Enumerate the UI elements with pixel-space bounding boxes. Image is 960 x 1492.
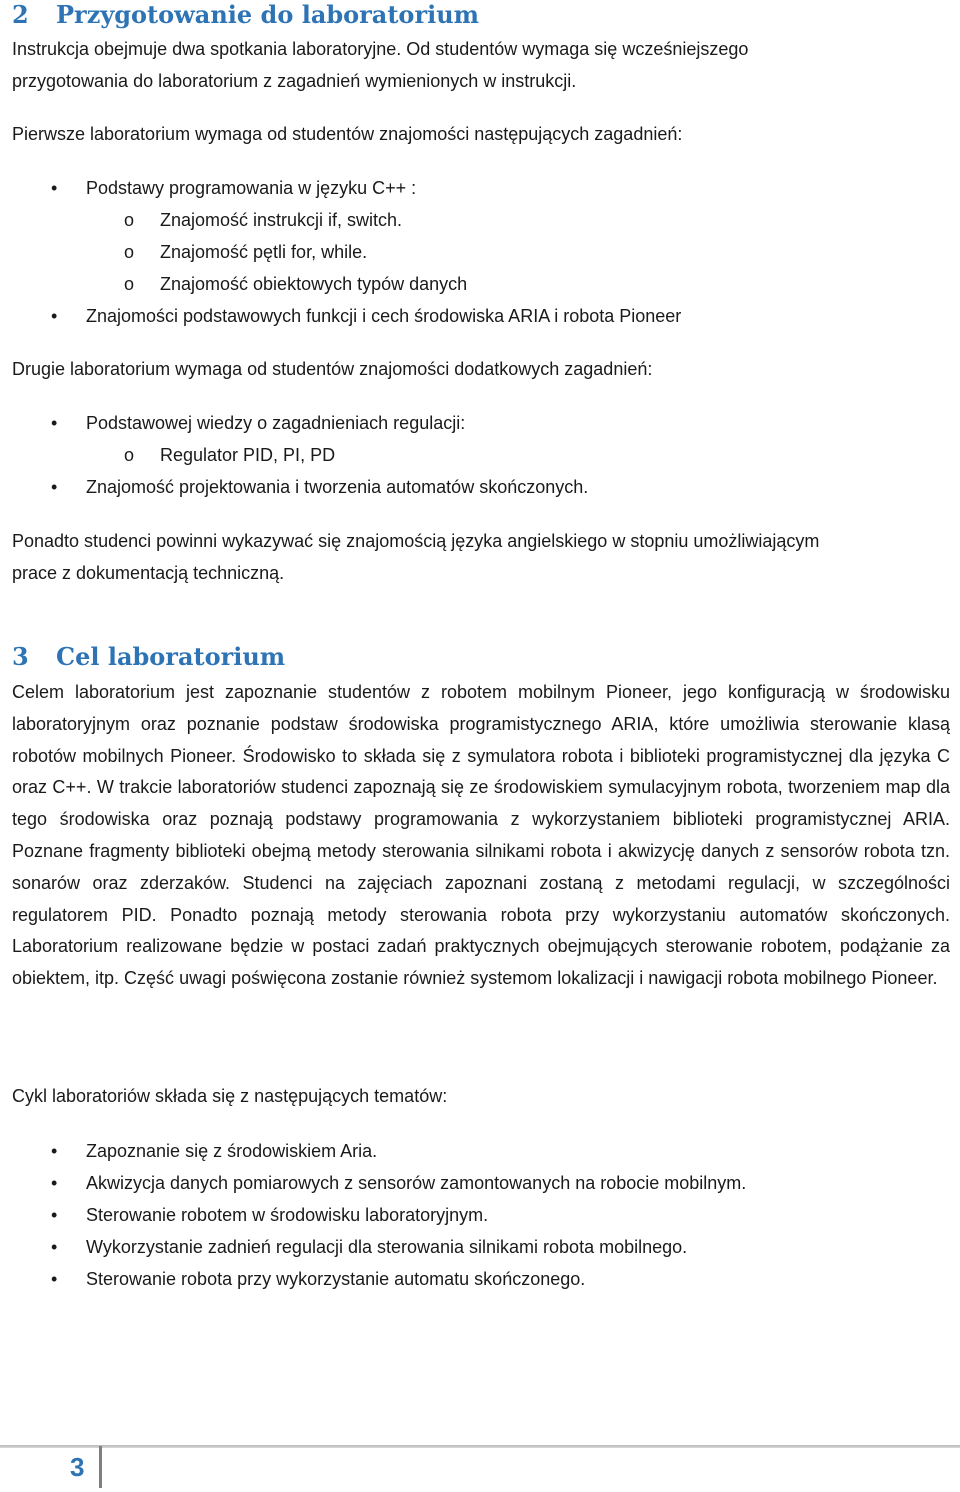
section-title: Przygotowanie do laboratorium: [56, 0, 480, 29]
lab1-list: [12, 172, 950, 332]
footer-page-bar: [99, 1446, 102, 1488]
section-number: 3: [12, 642, 29, 671]
section-3-heading: [12, 642, 285, 672]
list-item: • Znajomość projektowania i tworzenia automatów skończonych.: [12, 471, 950, 503]
topics-intro: Cykl laboratoriów składa się z następujących tematów:: [12, 1086, 448, 1106]
section-number: 2: [12, 0, 29, 29]
sub-list-item: o Znajomość pętli for, while.: [12, 236, 950, 268]
sub-list-item: o Znajomość instrukcji if, switch.: [12, 204, 950, 236]
list-item: • Podstawy programowania w języku C++ :: [12, 172, 950, 204]
topic-item: • Sterowanie robota przy wykorzystanie automatu skończonego.: [12, 1263, 950, 1295]
english-requirement: prace z dokumentacją techniczną.: [12, 563, 285, 583]
topic-item: • Wykorzystanie zadnień regulacji dla sterowania silnikami robota mobilnego.: [12, 1231, 950, 1263]
lab2-list: [12, 407, 950, 503]
footer-divider: [0, 1445, 960, 1448]
topic-item: • Akwizycja danych pomiarowych z sensorów zamontowanych na robocie mobilnym.: [12, 1167, 950, 1199]
section-2-heading: [12, 0, 479, 30]
list-item: • Znajomości podstawowych funkcji i cech środowiska ARIA i robota Pioneer: [12, 300, 950, 332]
topic-item: • Sterowanie robotem w środowisku laboratoryjnym.: [12, 1199, 950, 1231]
section-title: Cel laboratorium: [56, 642, 286, 671]
lab1-intro: Pierwsze laboratorium wymaga od studentów znajomości następujących zagadnień:: [12, 124, 683, 144]
lab2-intro: Drugie laboratorium wymaga od studentów znajomości dodatkowych zagadnień:: [12, 359, 653, 379]
topics-list: [12, 1135, 950, 1295]
list-item: • Podstawowej wiedzy o zagadnieniach regulacji:: [12, 407, 950, 439]
topic-item: • Zapoznanie się z środowiskiem Aria.: [12, 1135, 950, 1167]
page-number: 3: [70, 1452, 85, 1482]
goal-paragraph: Celem laboratorium jest zapoznanie studentów z robotem mobilnym Pioneer, jego konfiguracją w środowisku laboratoryjnym oraz poznanie podstaw środowiska programistycznego ARIA, które umożliwia sterowanie klasą robotów mobilnych Pioneer. Środowisko to składa się z symulatora robota i biblioteki programistycznej dla języka C oraz C++. W trakcie laboratoriów studenci zapoznają się ze środowiskiem symulacyjnym robota, tworzeniem map dla tego środowiska oraz poznają podstawy programowania z wykorzystaniem biblioteki programistycznej ARIA. Poznane fragmenty biblioteki obejmą metody sterowania silnikami robota i akwizycję danych z sensorów robota tzn. sonarów oraz zderzaków. Studenci na zajęciach zapoznani zostaną z metodami regulacji, w szczególności regulatorem PID. Ponadto poznają metody sterowania robota przy wykorzystaniu automatów skończonych. Laboratorium realizowane będzie w postaci zadań praktycznych obejmujących sterowanie robotem, podążanie za obiektem, itp. Część uwagi poświęcona zostanie również systemom lokalizacji i nawigacji robota mobilnego Pioneer.: [12, 682, 950, 989]
intro-line: Instrukcja obejmuje dwa spotkania laboratoryjne. Od studentów wymaga się wcześniejszego: [12, 39, 749, 59]
english-requirement: Ponadto studenci powinni wykazywać się znajomością języka angielskiego w stopniu umożliwiającym: [12, 531, 820, 551]
sub-list-item: o Znajomość obiektowych typów danych: [12, 268, 950, 300]
intro-line: przygotowania do laboratorium z zagadnień wymienionych w instrukcji.: [12, 71, 577, 91]
sub-list-item: o Regulator PID, PI, PD: [12, 439, 950, 471]
